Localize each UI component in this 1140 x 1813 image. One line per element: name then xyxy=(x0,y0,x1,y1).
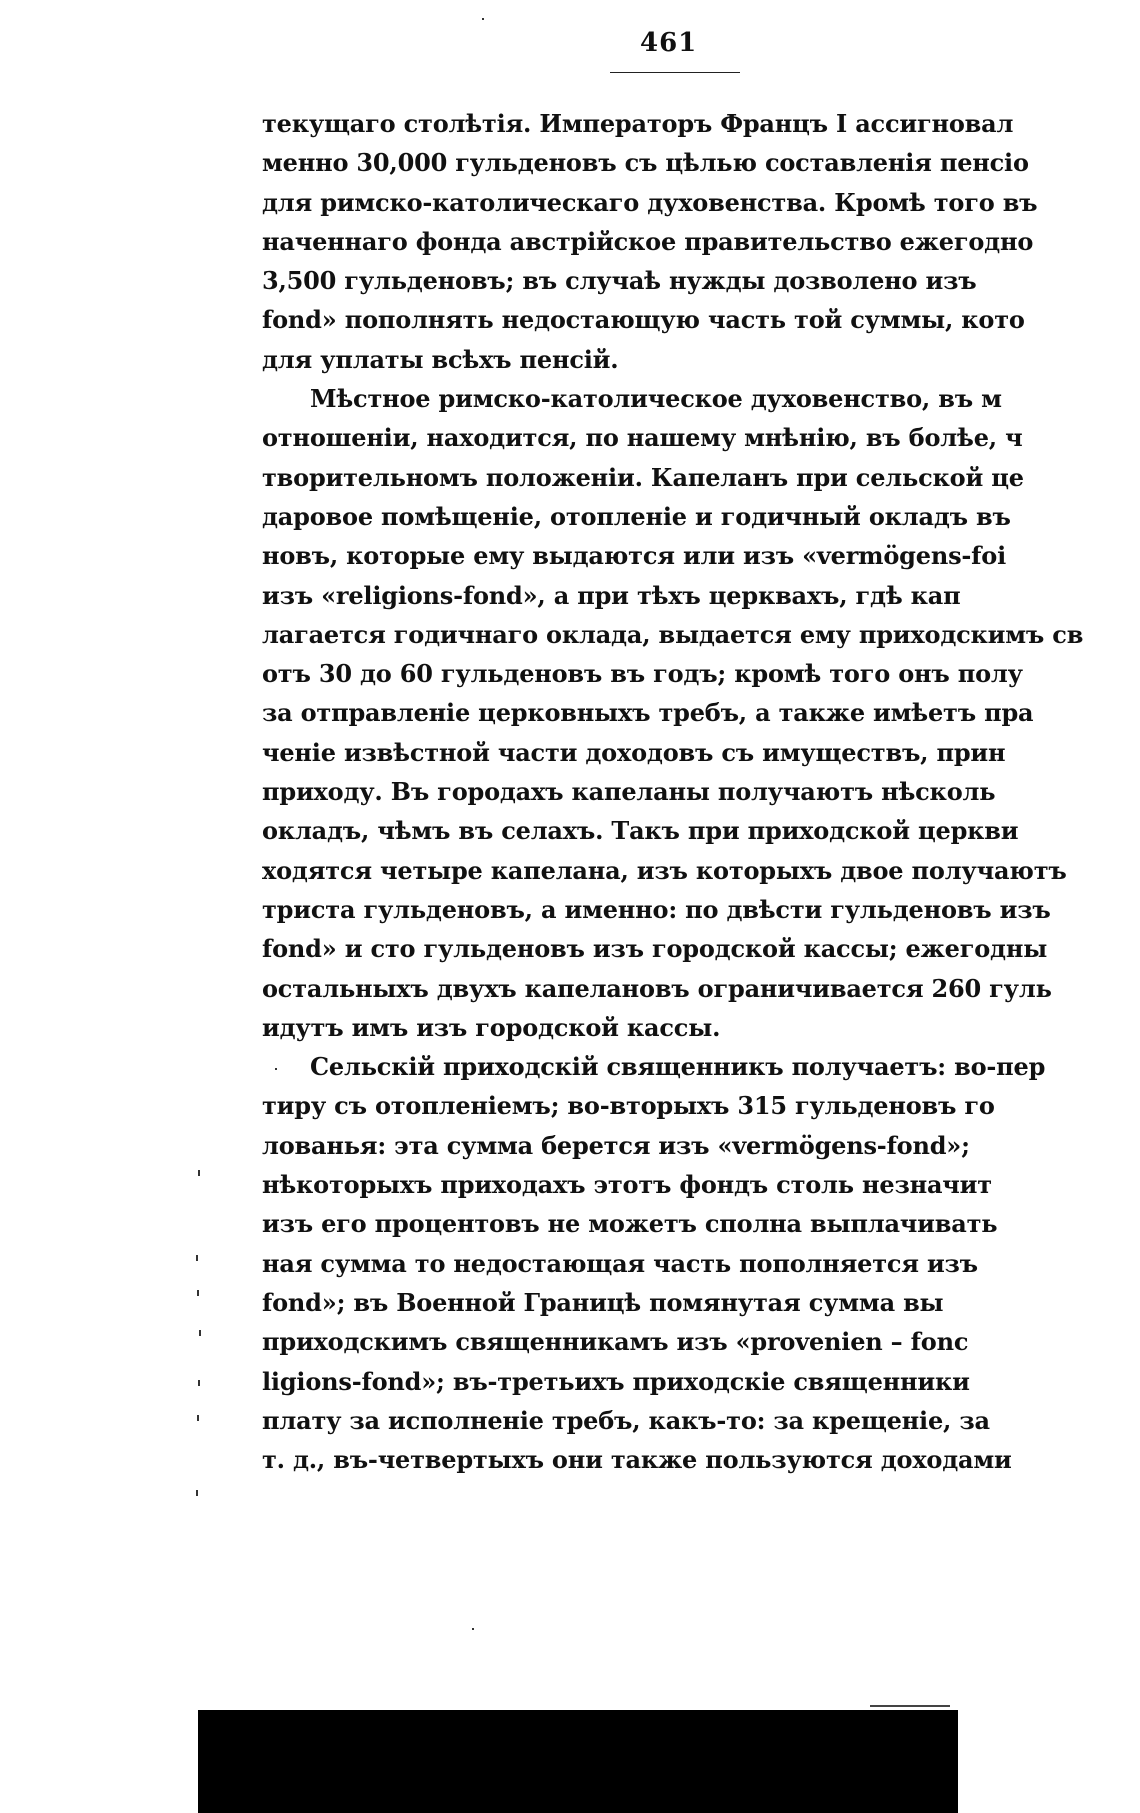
text-line: плату за исполненіе требъ, какъ-то: за крещеніе, за xyxy=(262,1405,990,1435)
text-line: отъ 30 до 60 гульденовъ въ годъ; кромѣ того онъ полу xyxy=(262,659,1023,689)
paragraph-3 xyxy=(262,1047,1046,1479)
paragraph-2 xyxy=(262,379,1084,1047)
text-line: для уплаты всѣхъ пенсій. xyxy=(262,344,619,374)
text-line: новъ, которые ему выдаются или изъ «vermögens-foi xyxy=(262,541,1006,571)
text-line: триста гульденовъ, а именно: по двѣсти гульденовъ изъ xyxy=(262,894,1051,924)
scan-speck xyxy=(472,1628,474,1630)
text-line: изъ его процентовъ не можетъ сполна выплачивать xyxy=(262,1209,998,1239)
text-line: даровое помѣщеніе, отопленіе и годичный окладъ въ xyxy=(262,501,1011,531)
text-line: ченіе извѣстной части доходовъ съ имуществъ, прин xyxy=(262,737,1006,767)
text-line: творительномъ положеніи. Капеланъ при сельской це xyxy=(262,462,1024,492)
scan-edge-dash xyxy=(870,1705,950,1707)
text-line: ходятся четыре капелана, изъ которыхъ двое получаютъ xyxy=(262,855,1067,885)
text-line: наченнаго фонда австрійское правительство ежегодно xyxy=(262,226,1034,256)
text-line: fond» и сто гульденовъ изъ городской кассы; ежегодны xyxy=(262,934,1048,964)
scan-speck xyxy=(275,1068,277,1070)
text-line: идутъ имъ изъ городской кассы. xyxy=(262,1012,721,1042)
paragraph-1 xyxy=(262,104,1038,379)
text-line: Мѣстное римско-католическое духовенство, въ м xyxy=(310,384,1002,414)
text-line: для римско-католическаго духовенства. Кромѣ того въ xyxy=(262,187,1038,217)
text-line: 3,500 гульденовъ; въ случаѣ нужды дозволено изъ xyxy=(262,266,977,296)
text-line: нѣкоторыхъ приходахъ этотъ фондъ столь незначит xyxy=(262,1170,992,1200)
page-number-rule xyxy=(610,72,740,73)
scan-speck xyxy=(482,18,484,20)
text-line: тиру съ отопленіемъ; во-вторыхъ 315 гульденовъ го xyxy=(262,1091,995,1121)
margin-scan-marks xyxy=(196,1170,210,1540)
text-line: ная сумма то недостающая часть пополняется изъ xyxy=(262,1248,978,1278)
text-line: изъ «religions-fond», а при тѣхъ церквахъ, гдѣ кап xyxy=(262,580,961,610)
text-line: текущаго столѣтія. Императоръ Францъ I ассигновал xyxy=(262,109,1014,138)
text-line: отношеніи, находится, по нашему мнѣнію, въ болѣе, ч xyxy=(262,423,1023,453)
text-line: приходу. Въ городахъ капеланы получаютъ нѣсколь xyxy=(262,777,996,807)
scan-binding-shadow xyxy=(198,1710,958,1813)
text-line: лованья: эта сумма берется изъ «vermögens-fond»; xyxy=(262,1130,970,1160)
text-line: приходскимъ священникамъ изъ «provenien – fonc xyxy=(262,1327,969,1357)
text-line: лагается годичнаго оклада, выдается ему приходскимъ св xyxy=(262,619,1084,649)
text-line: менно 30,000 гульденовъ съ цѣлью составленія пенсіо xyxy=(262,148,1029,178)
text-line: окладъ, чѣмъ въ селахъ. Такъ при приходской церкви xyxy=(262,816,1019,846)
text-body xyxy=(262,104,1084,1516)
text-line: остальныхъ двухъ капелановъ ограничивается 260 гуль xyxy=(262,973,1052,1003)
text-line: fond» пополнять недостающую часть той суммы, кото xyxy=(262,305,1025,335)
page-number: 461 xyxy=(640,28,698,58)
text-line: fond»; въ Военной Границѣ помянутая сумма вы xyxy=(262,1287,944,1317)
text-line: ligions-fond»; въ-третьихъ приходскіе священники xyxy=(262,1366,970,1396)
text-line: т. д., въ-четвертыхъ они также пользуются доходами xyxy=(262,1445,1012,1475)
text-line: Сельскій приходскій священникъ получаетъ: во-пер xyxy=(310,1052,1046,1082)
text-line: за отправленіе церковныхъ требъ, а также имѣетъ пра xyxy=(262,698,1034,728)
